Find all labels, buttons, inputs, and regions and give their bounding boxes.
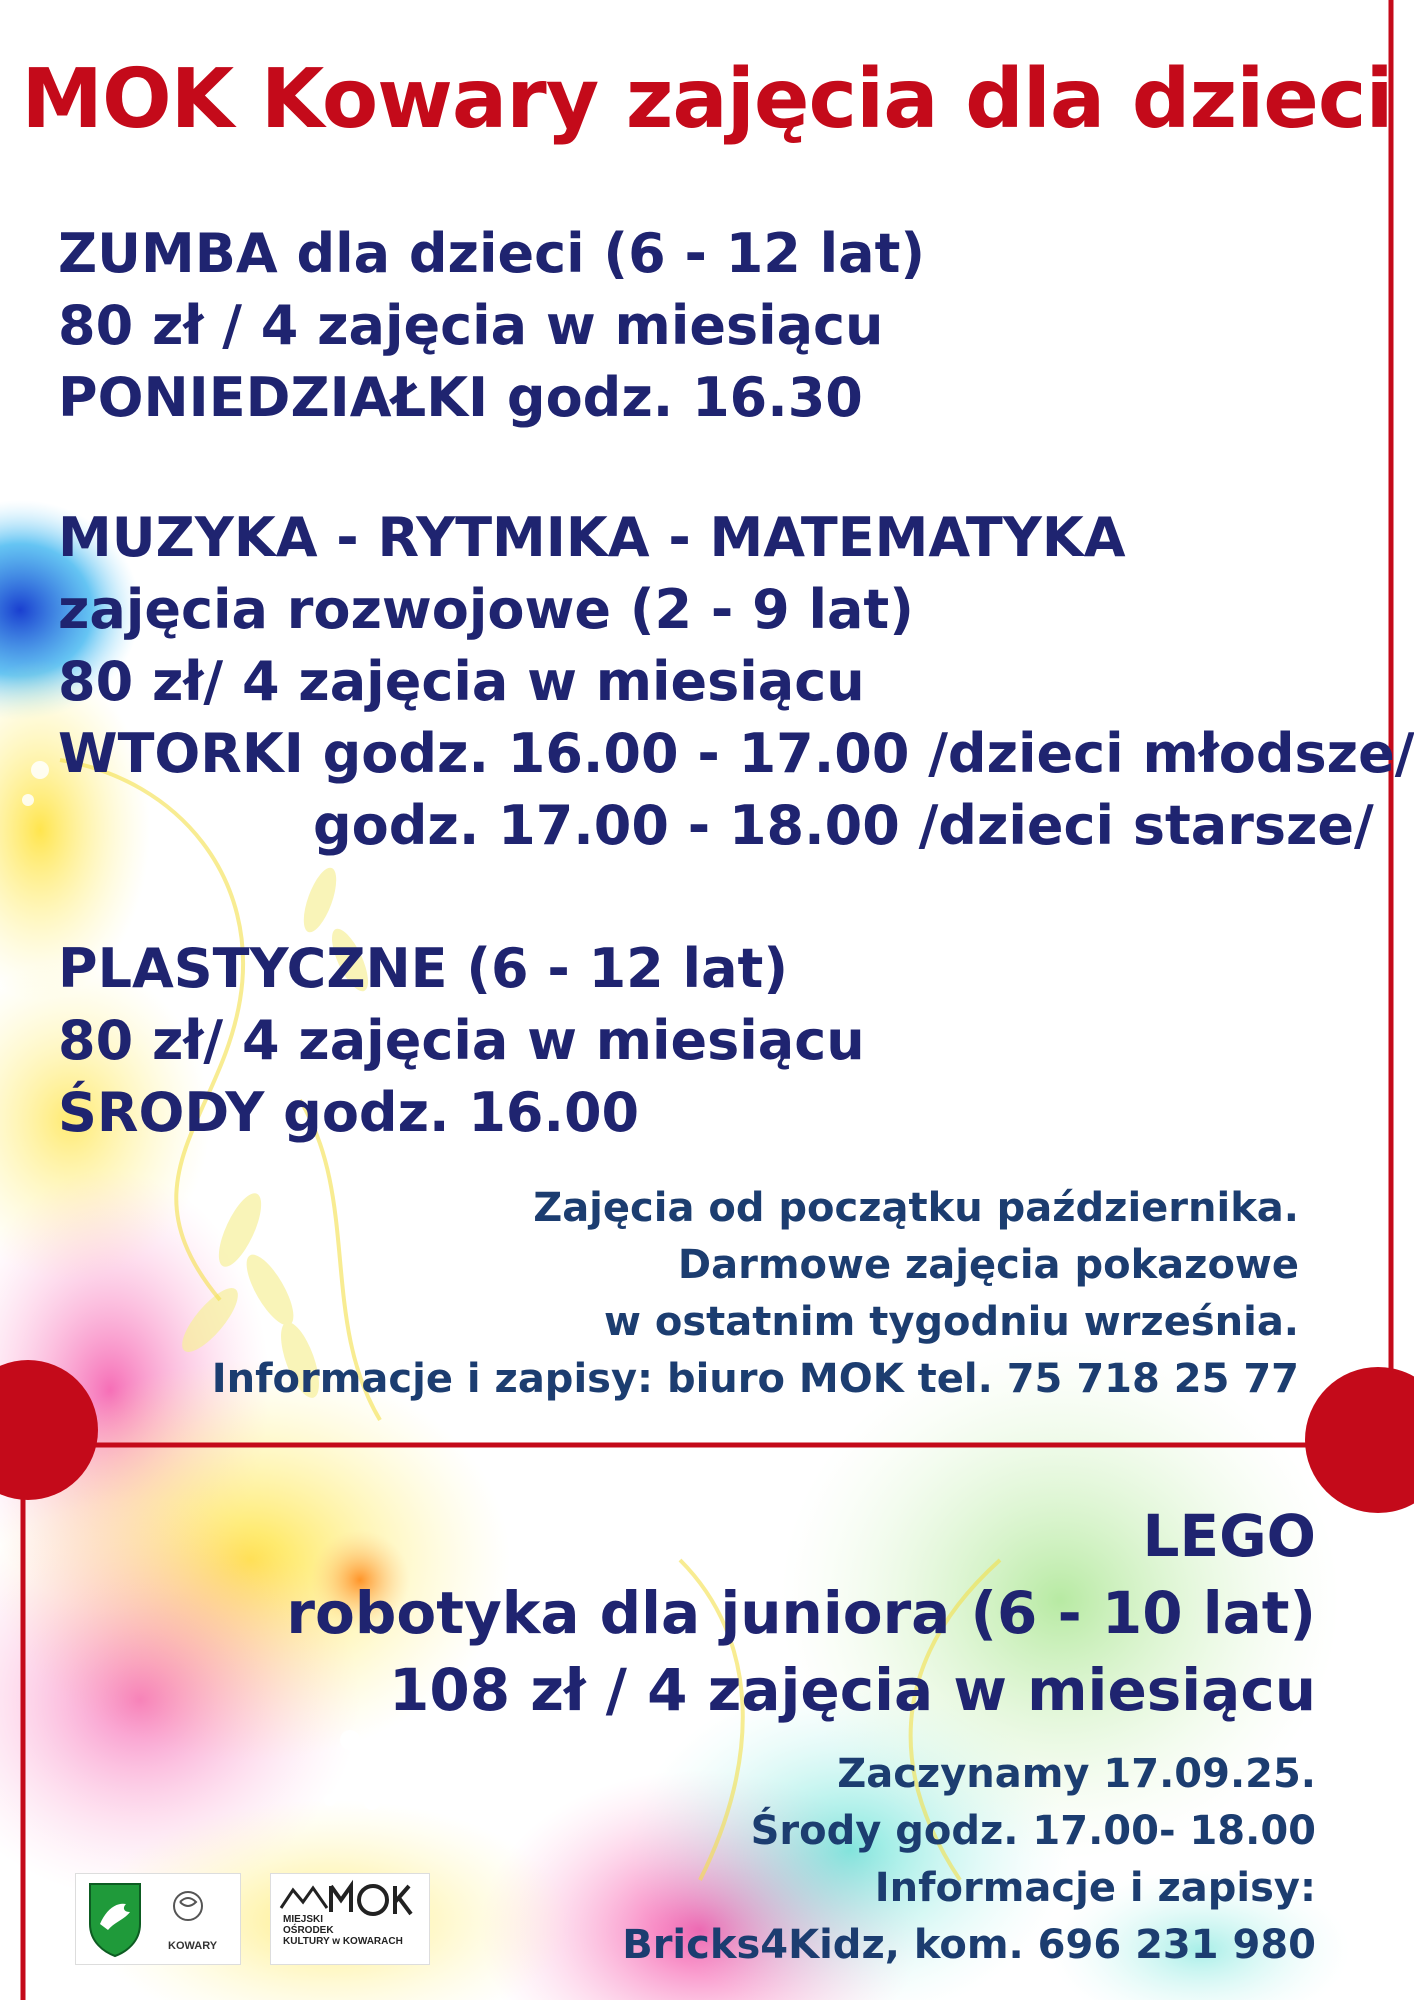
section-line: ZUMBA dla dzieci (6 - 12 lat) <box>58 222 926 285</box>
lego-detail-line: Środy godz. 17.00- 18.00 <box>750 1808 1316 1854</box>
section-line: godz. 17.00 - 18.00 /dzieci starsze/ <box>313 794 1374 857</box>
kowary-logo <box>75 1873 241 1965</box>
section-line: 80 zł / 4 zajęcia w miesiącu <box>58 294 884 357</box>
lego-details <box>622 1746 1316 1974</box>
section-line: WTORKI godz. 16.00 - 17.00 /dzieci młodsze/ <box>58 722 1414 785</box>
section-line: MUZYKA - RYTMIKA - MATEMATYKA <box>58 506 1126 569</box>
lego-price: 108 zł / 4 zajęcia w miesiącu <box>388 1656 1316 1724</box>
lego-detail-line: Bricks4Kidz, kom. 696 231 980 <box>622 1922 1316 1968</box>
info-line: Zajęcia od początku października. <box>533 1185 1299 1231</box>
lego-heading <box>286 1498 1316 1729</box>
section-line: PLASTYCZNE (6 - 12 lat) <box>58 937 789 1000</box>
section-line: zajęcia rozwojowe (2 - 9 lat) <box>58 578 914 641</box>
mok-logo-text: MIEJSKI OŚRODEK KULTURY w KOWARACH <box>283 1914 403 1947</box>
kowary-logo-text: KOWARY <box>168 1940 218 1952</box>
lego-title: LEGO <box>1142 1502 1316 1570</box>
lego-detail-line: Informacje i zapisy: <box>874 1865 1316 1911</box>
page-title: MOK Kowary zajęcia dla dzieci <box>21 52 1393 147</box>
section-line: PONIEDZIAŁKI godz. 16.30 <box>58 366 863 429</box>
zumba-section <box>58 218 925 434</box>
mok-logo <box>270 1873 430 1965</box>
muzyka-section <box>58 502 1414 862</box>
info-line: w ostatnim tygodniu września. <box>604 1299 1299 1345</box>
section-line: 80 zł/ 4 zajęcia w miesiącu <box>58 650 865 713</box>
red-dot-right <box>1305 1367 1414 1513</box>
lego-detail-line: Zaczynamy 17.09.25. <box>837 1751 1316 1797</box>
info-line: Darmowe zajęcia pokazowe <box>677 1242 1299 1288</box>
section-line: ŚRODY godz. 16.00 <box>58 1081 640 1144</box>
section-line: 80 zł/ 4 zajęcia w miesiącu <box>58 1009 865 1072</box>
plastyczne-section <box>58 933 865 1149</box>
info-block <box>212 1180 1299 1408</box>
info-line: Informacje i zapisy: biuro MOK tel. 75 718 25 77 <box>211 1356 1299 1402</box>
lego-subtitle: robotyka dla juniora (6 - 10 lat) <box>286 1579 1316 1647</box>
